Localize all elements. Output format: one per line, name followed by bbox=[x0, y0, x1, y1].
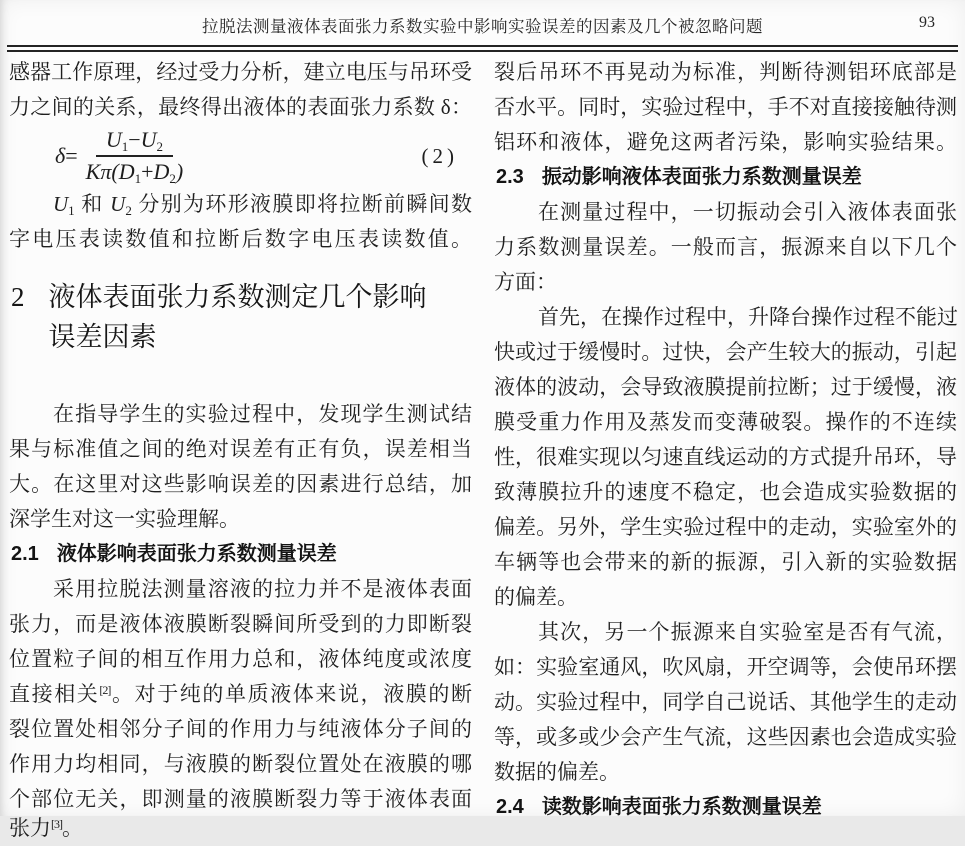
body-line: 膜受重力作用及蒸发而变薄破裂。操作的不连续 bbox=[494, 410, 957, 434]
text-segment: 分别为环形液膜即将拉断前瞬间数 bbox=[131, 192, 472, 216]
var-u2: U bbox=[110, 192, 126, 216]
subsection-title: 振动影响液体表面张力系数测量误差 bbox=[541, 166, 862, 188]
subscript: 1 bbox=[121, 139, 129, 154]
body-line: 深学生对这一实验理解。 bbox=[9, 507, 240, 531]
var-d1: D bbox=[118, 159, 135, 184]
citation-superscript: [2] bbox=[99, 683, 111, 697]
two-column-body bbox=[0, 52, 965, 846]
fraction-denominator bbox=[82, 157, 188, 185]
body-line: 张力，而是液体液膜断裂瞬间所受到的力即断裂 bbox=[9, 612, 472, 636]
running-head-title: 拉脱法测量液体表面张力系数实验中影响实验误差的因素及几个被忽略问题 bbox=[202, 17, 763, 36]
body-line: 的偏差。 bbox=[494, 585, 578, 609]
fraction-numerator bbox=[96, 127, 173, 157]
var-k-pi: Kπ( bbox=[85, 159, 119, 184]
subsection-number: 2.1 bbox=[11, 543, 39, 565]
body-line: 数据的偏差。 bbox=[494, 760, 620, 784]
body-line: 力之间的关系，最终得出液体的表面张力系数 δ： bbox=[9, 95, 472, 119]
equation-2 bbox=[9, 128, 472, 184]
body-line: 车辆等也会带来的新的振源，引入新的实验数据 bbox=[494, 550, 957, 574]
body-line bbox=[9, 187, 472, 222]
body-line: 裂位置处相邻分子间的作用力与纯液体分子间的 bbox=[9, 717, 472, 741]
body-line: 感器工作原理，经过受力分析，建立电压与吊环受 bbox=[9, 60, 472, 84]
body-line: 个部位无关，即测量的液膜断裂力等于液体表面 bbox=[9, 787, 472, 811]
text-segment: 和 bbox=[74, 192, 111, 216]
page-header bbox=[0, 0, 965, 45]
subsection-title: 读数影响表面张力系数测量误差 bbox=[541, 796, 822, 818]
body-line: 字电压表读数值和拉断后数字电压表读数值。 bbox=[9, 227, 472, 251]
body-line: 偏差。另外，学生实验过程中的走动，实验室外的 bbox=[494, 515, 957, 539]
body-line bbox=[9, 677, 472, 712]
right-column bbox=[494, 55, 957, 846]
citation-superscript: [3] bbox=[51, 817, 62, 831]
equation-body bbox=[55, 127, 187, 185]
var-u1: U bbox=[105, 127, 122, 152]
body-line: 性，很难实现以匀速直线运动的方式提升吊环，导 bbox=[494, 445, 957, 469]
body-line: 作用力均相同，与液膜的断裂位置处在液膜的哪 bbox=[9, 752, 472, 776]
subscript: 1 bbox=[68, 203, 75, 218]
var-u2: U bbox=[140, 127, 157, 152]
left-column bbox=[9, 55, 472, 846]
body-line: 快或过于缓慢时。过快，会产生较大的振动，引起 bbox=[494, 340, 957, 364]
subsection-number: 2.3 bbox=[496, 166, 524, 188]
paren-close: ) bbox=[175, 159, 184, 184]
body-line: 否水平。同时，实验过程中，手不对直接接触待测 bbox=[494, 95, 957, 119]
body-line: 铝环和液体，避免这两者污染，影响实验结果。 bbox=[494, 130, 957, 154]
equals-sign: = bbox=[65, 143, 78, 168]
var-d2: D bbox=[153, 159, 170, 184]
text-segment: 。 bbox=[62, 816, 83, 840]
header-double-rule bbox=[7, 45, 958, 52]
equation-number: (2) bbox=[421, 143, 458, 168]
section-title-line: 误差因素 bbox=[48, 322, 157, 352]
var-u1: U bbox=[53, 192, 69, 216]
subscript: 2 bbox=[125, 203, 132, 218]
body-line: 在测量过程中，一切振动会引入液体表面张 bbox=[538, 200, 957, 224]
body-line: 动。实验过程中，同学自己说话、其他学生的走动 bbox=[494, 690, 957, 714]
section-title-line: 液体表面张力系数测定几个影响 bbox=[48, 282, 427, 312]
body-line: 在指导学生的实验过程中，发现学生测试结 bbox=[53, 402, 472, 426]
subsection-heading-2-3 bbox=[494, 160, 957, 195]
body-line: 如：实验室通风，吹风扇，开空调等，会使吊环摆 bbox=[494, 655, 957, 679]
subsection-heading-2-4 bbox=[494, 790, 957, 825]
section-number: 2 bbox=[11, 282, 25, 312]
body-line: 其次，另一个振源来自实验室是否有气流， bbox=[538, 620, 957, 644]
minus-sign: − bbox=[128, 127, 141, 152]
section-heading-2 bbox=[9, 277, 472, 357]
text-segment: 。对于纯的单质液体来说，液膜的断 bbox=[110, 682, 473, 706]
subscript: 2 bbox=[169, 171, 176, 186]
body-line: 采用拉脱法测量溶液的拉力并不是液体表面 bbox=[53, 577, 472, 601]
text-segment: 张力 bbox=[9, 816, 51, 840]
subscript: 1 bbox=[134, 171, 142, 186]
subsection-heading-2-1 bbox=[9, 537, 472, 572]
body-line: 果与标准值之间的绝对误差有正有负，误差相当 bbox=[9, 437, 472, 461]
fraction bbox=[82, 127, 188, 185]
body-line: 力系数测量误差。一般而言，振源来自以下几个 bbox=[494, 235, 957, 259]
body-line: 方面： bbox=[494, 270, 557, 294]
plus-sign: + bbox=[141, 159, 154, 184]
body-line: 裂后吊环不再晃动为标准，判断待测铝环底部是 bbox=[494, 60, 957, 84]
text-segment: 直接相关 bbox=[9, 682, 100, 706]
body-line: 大。在这里对这些影响误差的因素进行总结，加 bbox=[9, 472, 472, 496]
subsection-number: 2.4 bbox=[496, 796, 524, 818]
subscript: 2 bbox=[156, 139, 164, 154]
equation-lhs: δ bbox=[55, 143, 66, 168]
body-line: 等，或多或少会产生气流，这些因素也会造成实验 bbox=[494, 725, 957, 749]
page-number: 93 bbox=[919, 14, 935, 31]
body-line: 首先，在操作过程中，升降台操作过程不能过 bbox=[538, 305, 958, 329]
body-line: 致薄膜拉升的速度不稳定，也会造成实验数据的 bbox=[494, 480, 957, 504]
body-line: 液体的波动，会导致液膜提前拉断；过于缓慢，液 bbox=[494, 375, 957, 399]
subsection-title: 液体影响表面张力系数测量误差 bbox=[56, 543, 337, 565]
body-line: 位置粒子间的相互作用力总和，液体纯度或浓度 bbox=[9, 647, 472, 671]
section-title bbox=[49, 277, 427, 357]
